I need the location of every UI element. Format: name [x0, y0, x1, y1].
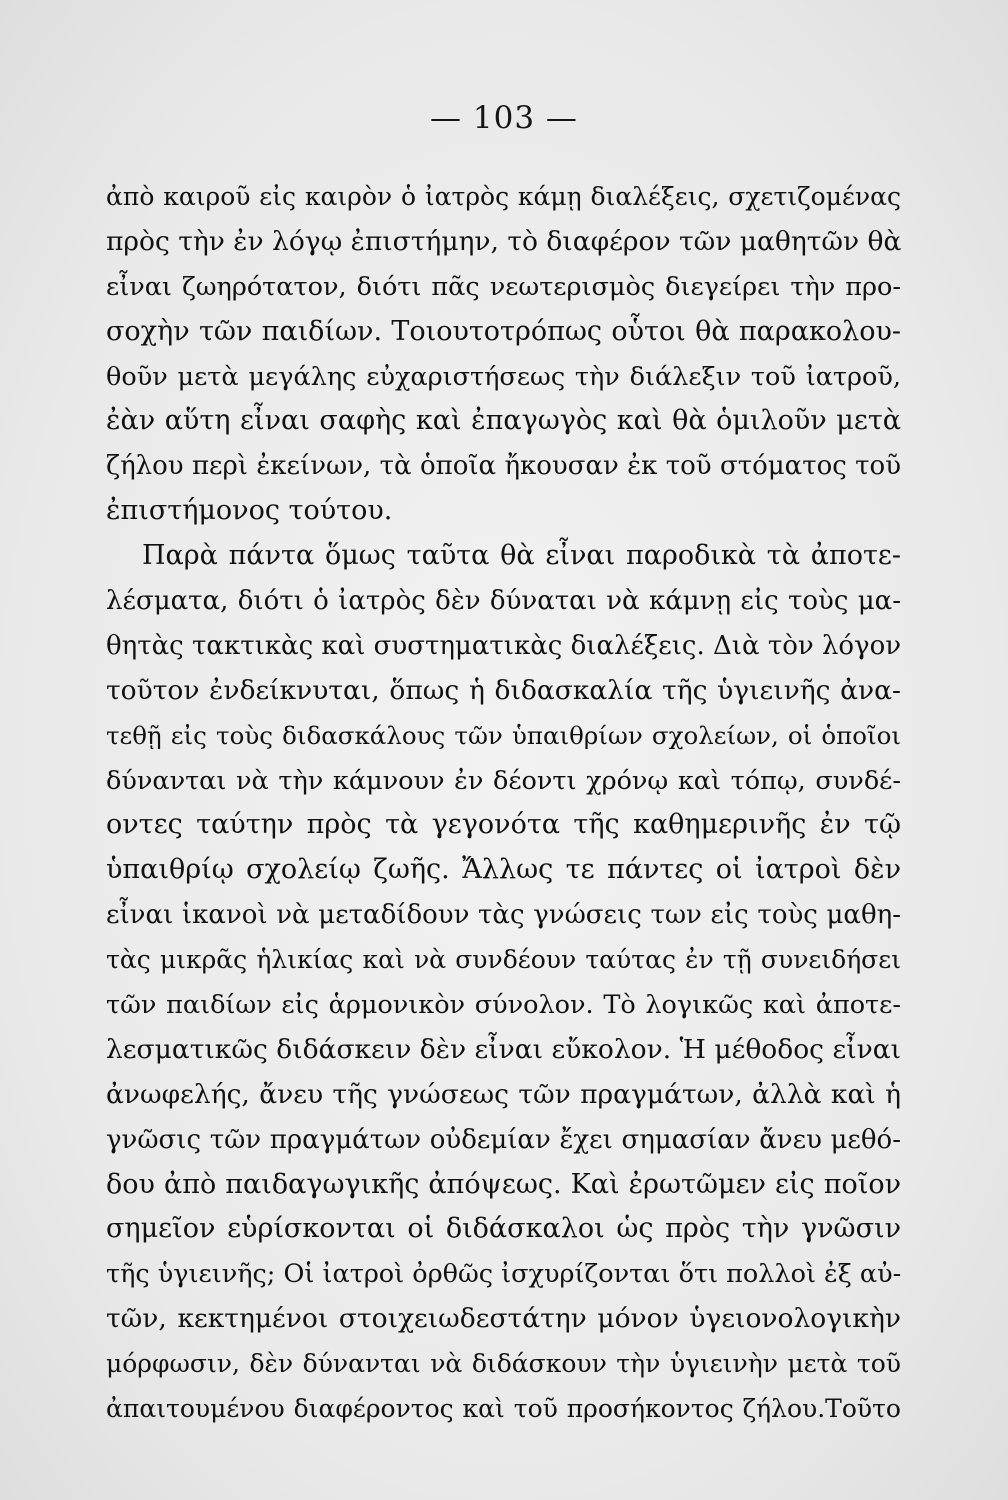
text-line: οντες ταύτην πρὸς τὰ γεγονότα τῆς καθημερινῆς ἐν τῷ — [106, 809, 901, 841]
text-line: ἀπαιτουμένου διαφέροντος καὶ τοῦ προσήκοντος ζήλου.Τοῦτο — [106, 1394, 901, 1424]
text-line: πρὸς τὴν ἐν λόγῳ ἐπιστήμην, τὸ διαφέρον τῶν μαθητῶν θὰ — [106, 225, 901, 257]
text-line: σημεῖον εὑρίσκονται οἱ διδάσκαλοι ὡς πρὸς τὴν γνῶσιν — [106, 1213, 901, 1245]
text-line: δου ἀπὸ παιδαγωγικῆς ἀπόψεως. Καὶ ἐρωτῶμεν εἰς ποῖον — [106, 1168, 901, 1200]
text-line: ἐπιστήμονος τούτου. — [106, 495, 393, 527]
text-line: θοῦν μετὰ μεγάλης εὐχαριστήσεως τὴν διάλεξιν τοῦ ἰατροῦ, — [106, 361, 901, 392]
text-line: ἀνωφελής, ἄνευ τῆς γνώσεως τῶν πραγμάτων, ἀλλὰ καὶ ἡ — [106, 1078, 901, 1110]
text-line: θητὰς τακτικὰς καὶ συστηματικὰς διαλέξεις. Διὰ τὸν λόγον — [106, 630, 901, 661]
text-line: σοχὴν τῶν παιδίων. Τοιουτοτρόπως οὗτοι θὰ παρακολου- — [106, 315, 901, 347]
text-line: ἀπὸ καιροῦ εἰς καιρὸν ὁ ἰατρὸς κάμῃ διαλέξεις, σχετιζομένας — [106, 182, 901, 211]
text-line: τὰς μικρᾶς ἡλικίας καὶ νὰ συνδέουν ταύτας ἐν τῇ συνειδήσει — [106, 945, 901, 975]
page-number: — 103 — — [430, 100, 578, 136]
text-line: Παρὰ πάντα ὅμως ταῦτα θὰ εἶναι παροδικὰ τὰ ἀποτε- — [142, 540, 901, 572]
text-line: τῶν παιδίων εἰς ἁρμονικὸν σύνολον. Τὸ λογικῶς καὶ ἀποτε- — [106, 990, 901, 1021]
text-line: τεθῇ εἰς τοὺς διδασκάλους τῶν ὑπαιθρίων σχολείων, οἱ ὁποῖοι — [106, 720, 901, 750]
text-line: λέσματα, διότι ὁ ἰατρὸς δὲν δύναται νὰ κάμνῃ εἰς τοὺς μα- — [106, 586, 901, 617]
text-line: γνῶσις τῶν πραγμάτων οὐδεμίαν ἔχει σημασίαν ἄνευ μεθό- — [106, 1124, 901, 1155]
text-line: εἶναι ἱκανοὶ νὰ μεταδίδουν τὰς γνώσεις των εἰς τοὺς μαθη- — [106, 900, 901, 931]
body-text — [106, 175, 901, 1432]
text-line: ζήλου περὶ ἐκείνων, τὰ ὁποῖα ἤκουσαν ἐκ τοῦ στόματος τοῦ — [106, 451, 901, 482]
text-line: δύνανται νὰ τὴν κάμνουν ἐν δέοντι χρόνῳ καὶ τόπῳ, συνδέ- — [106, 765, 901, 796]
text-line: ἐὰν αὕτη εἶναι σαφὴς καὶ ἐπαγωγὸς καὶ θὰ ὁμιλοῦν μετὰ — [106, 405, 901, 437]
text-line: τῶν, κεκτημένοι στοιχειωδεστάτην μόνον ὑγειονολογικὴν — [106, 1303, 901, 1335]
text-line: λεσματικῶς διδάσκειν δὲν εἶναι εὔκολον. Ἡ μέθοδος εἶναι — [106, 1033, 901, 1065]
text-line: εἶναι ζωηρότατον, διότι πᾶς νεωτερισμὸς διεγείρει τὴν προ- — [106, 271, 901, 302]
text-line: ὑπαιθρίῳ σχολείῳ ζωῆς. Ἄλλως τε πάντες οἱ ἰατροὶ δὲν — [106, 854, 901, 886]
text-line: μόρφωσιν, δὲν δύνανται νὰ διδάσκουν τὴν ὑγιεινὴν μετὰ τοῦ — [106, 1349, 901, 1379]
text-line: τοῦτον ἐνδείκνυται, ὅπως ἡ διδασκαλία τῆς ὑγιεινῆς ἀνα- — [106, 674, 901, 706]
text-line: τῆς ὑγιεινῆς; Οἱ ἰατροὶ ὀρθῶς ἰσχυρίζονται ὅτι πολλοὶ ἐξ αὐ- — [106, 1259, 901, 1290]
